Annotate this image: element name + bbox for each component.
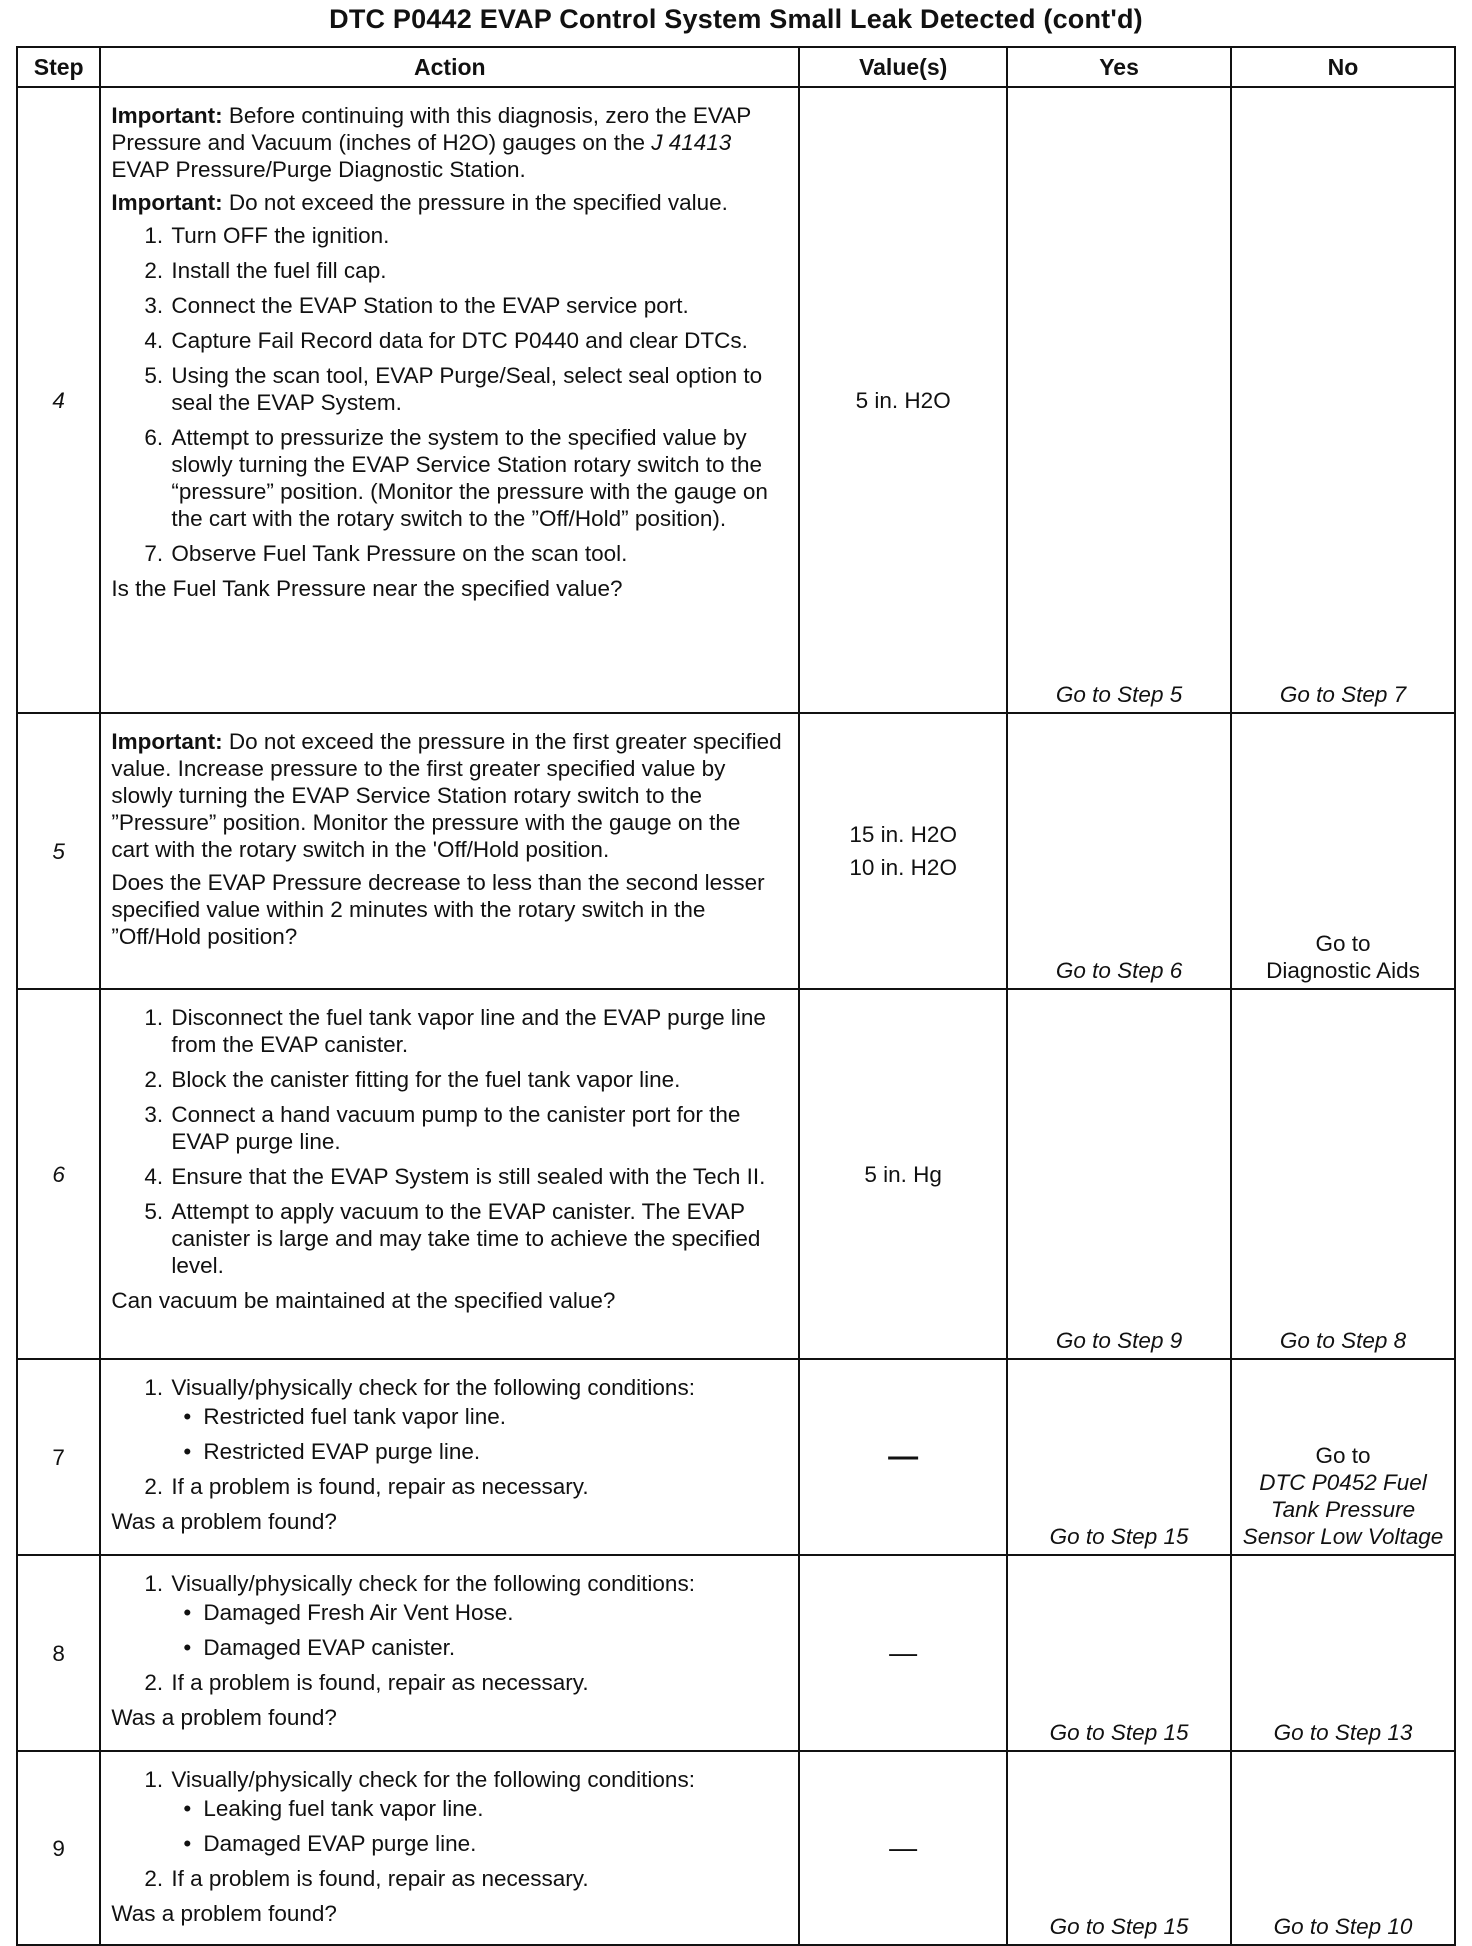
bullet-item: • Restricted EVAP purge line. [201,1438,782,1465]
list-item: 3. Connect a hand vacuum pump to the canister port for the EVAP purge line. [169,1101,782,1155]
value-cell: — [799,1751,1007,1945]
action-cell [100,1359,799,1555]
header-values: Value(s) [799,47,1007,87]
question-text: Was a problem found? [111,1901,337,1926]
procedure-list [111,1374,782,1500]
step-number: 7 [17,1359,100,1555]
list-item: 3. Connect the EVAP Station to the EVAP service port. [169,292,782,319]
list-item: 2. If a problem is found, repair as necessary. [169,1865,782,1892]
table-row [17,1555,1455,1751]
condition-list [171,1795,782,1857]
list-item: 4. Capture Fail Record data for DTC P0440 and clear DTCs. [169,327,782,354]
action-cell [100,87,799,713]
list-item: 2. If a problem is found, repair as necessary. [169,1669,782,1696]
yes-cell: Go to Step 6 [1007,713,1231,989]
action-cell [100,713,799,989]
list-item: 5. Attempt to apply vacuum to the EVAP canister. The EVAP canister is large and may take time to achieve the specified level. [169,1198,782,1279]
question-text: Does the EVAP Pressure decrease to less than the second lesser specified value within 2 minutes with the rotary switch in the ”Off/Hold position? [111,870,765,949]
list-item: 4. Ensure that the EVAP System is still sealed with the Tech II. [169,1163,782,1190]
action-cell [100,989,799,1359]
bullet-item: • Damaged Fresh Air Vent Hose. [201,1599,782,1626]
yes-cell: Go to Step 15 [1007,1751,1231,1945]
yes-cell: Go to Step 15 [1007,1359,1231,1555]
table-row [17,989,1455,1359]
list-item: 1. Visually/physically check for the following conditions: • Damaged Fresh Air Vent Hose. • Damaged EVAP canister. [169,1570,782,1661]
list-item: 2. Block the canister fitting for the fuel tank vapor line. [169,1066,782,1093]
table-row [17,1751,1455,1945]
yes-cell: Go to Step 9 [1007,989,1231,1359]
list-item: 7. Observe Fuel Tank Pressure on the scan tool. [169,540,782,567]
bullet-item: • Leaking fuel tank vapor line. [201,1795,782,1822]
value-secondary: 10 in. H2O [849,855,957,880]
value-cell: 5 in. H2O [799,87,1007,713]
list-item: 1. Turn OFF the ignition. [169,222,782,249]
question-text: Was a problem found? [111,1705,337,1730]
list-item: 6. Attempt to pressurize the system to the specified value by slowly turning the EVAP Service Station rotary switch to the “pressure” position. (Monitor the pressure with the gauge on the cart with the rotary switch to the ”Off/Hold” position). [169,424,782,532]
procedure-list [111,222,782,567]
list-item: 1. Visually/physically check for the following conditions: • Restricted fuel tank vapor line. • Restricted EVAP purge line. [169,1374,782,1465]
procedure-list [111,1766,782,1892]
procedure-list [111,1570,782,1696]
diagnostic-table [16,46,1456,1946]
list-item: 2. Install the fuel fill cap. [169,257,782,284]
header-no: No [1231,47,1455,87]
question-text: Is the Fuel Tank Pressure near the specified value? [111,576,623,601]
step-number: 8 [17,1555,100,1751]
yes-cell: Go to Step 15 [1007,1555,1231,1751]
important-note: Important: Before continuing with this diagnosis, zero the EVAP Pressure and Vacuum (inches of H2O) gauges on the J 41413 EVAP Pressure/Purge Diagnostic Station. [111,103,751,182]
no-cell: Go to Step 8 [1231,989,1455,1359]
procedure-list [111,1004,782,1279]
value-cell [799,713,1007,989]
page-title: DTC P0442 EVAP Control System Small Leak Detected (cont'd) [329,4,1143,34]
no-cell: Go to Step 10 [1231,1751,1455,1945]
value-cell: 5 in. Hg [799,989,1007,1359]
step-number: 5 [17,713,100,989]
no-cell: Go to Step 7 [1231,87,1455,713]
header-action: Action [100,47,799,87]
table-row [17,87,1455,713]
list-item: 1. Visually/physically check for the following conditions: • Leaking fuel tank vapor line. • Damaged EVAP purge line. [169,1766,782,1857]
condition-list [171,1403,782,1465]
no-cell: Go to Diagnostic Aids [1231,713,1455,989]
yes-cell: Go to Step 5 [1007,87,1231,713]
step-number: 4 [17,87,100,713]
step-number: 9 [17,1751,100,1945]
important-note: Important: Do not exceed the pressure in the specified value. [111,190,728,215]
no-cell: Go to Step 13 [1231,1555,1455,1751]
action-cell [100,1555,799,1751]
question-text: Can vacuum be maintained at the specified value? [111,1288,616,1313]
list-item: 2. If a problem is found, repair as necessary. [169,1473,782,1500]
no-cell: Go to DTC P0452 Fuel Tank Pressure Sensor Low Voltage [1231,1359,1455,1555]
bullet-item: • Damaged EVAP purge line. [201,1830,782,1857]
question-text: Was a problem found? [111,1509,337,1534]
condition-list [171,1599,782,1661]
bullet-item: • Restricted fuel tank vapor line. [201,1403,782,1430]
list-item: 1. Disconnect the fuel tank vapor line and the EVAP purge line from the EVAP canister. [169,1004,782,1058]
step-number: 6 [17,989,100,1359]
table-row [17,1359,1455,1555]
list-item: 5. Using the scan tool, EVAP Purge/Seal, select seal option to seal the EVAP System. [169,362,782,416]
table-header-row [17,47,1455,87]
value-cell: — [799,1359,1007,1555]
important-note: Important: Do not exceed the pressure in the first greater specified value. Increase pressure to the first greater specified value by slowly turning the EVAP Service Station rotary switch to the ”Pressure” position. Monitor the pressure with the gauge on the cart with the rotary switch in the 'Off/Hold position. [111,729,782,862]
value-cell: — [799,1555,1007,1751]
table-row [17,713,1455,989]
action-cell [100,1751,799,1945]
header-step: Step [17,47,100,87]
header-yes: Yes [1007,47,1231,87]
bullet-item: • Damaged EVAP canister. [201,1634,782,1661]
value-primary: 15 in. H2O [849,822,957,847]
